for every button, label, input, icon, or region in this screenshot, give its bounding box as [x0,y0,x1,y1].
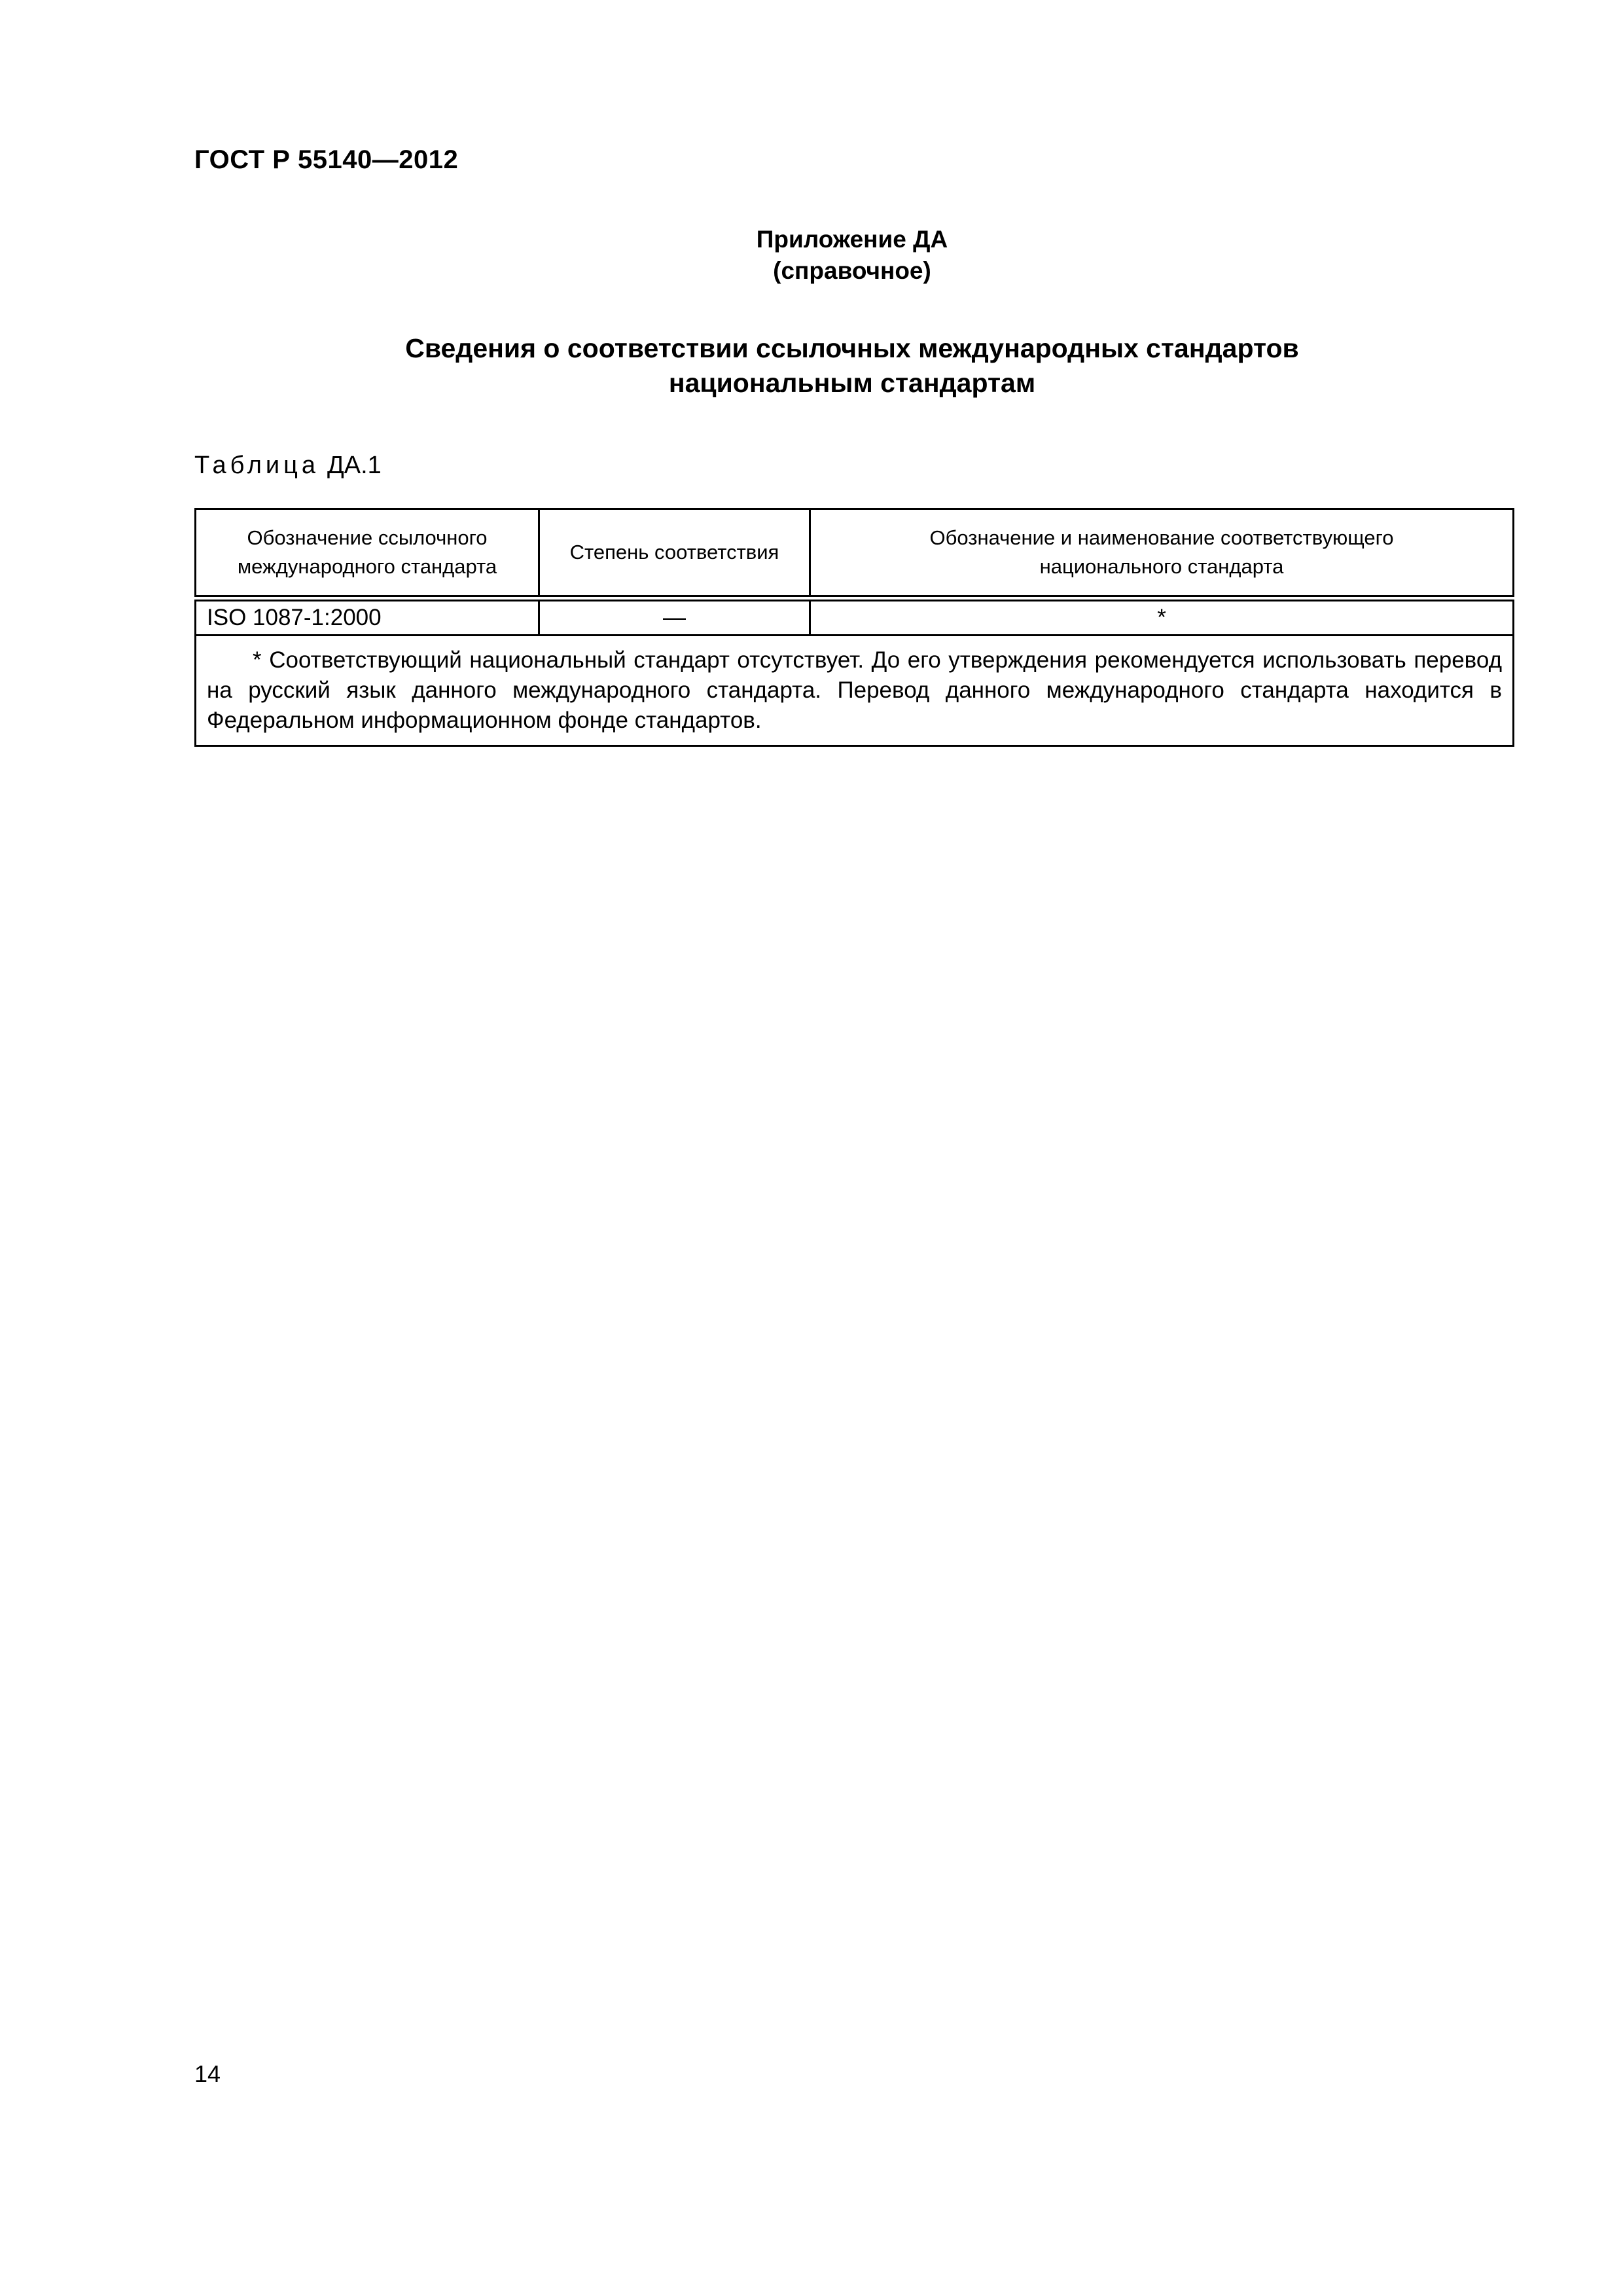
page-number: 14 [194,2060,221,2087]
column-header-line: Степень соответствия [569,541,779,564]
section-title [194,331,1510,401]
table-caption-word: Таблица [194,452,319,479]
table-cell-national-standard: * [810,598,1514,636]
column-header-line: международного стандарта [237,555,497,578]
table-footnote-row [196,636,1514,746]
table-header-row [196,509,1514,599]
table-footnote: * Соответствующий национальный стандарт отсутствует. До его утверждения рекомендуется использовать перевод на русский язык данного международного стандарта. Перевод данного международного стандарта находится в Федеральном информационном фонде стандартов. [207,647,1502,733]
column-header-international-standard [196,509,539,599]
table-cell-international-standard: ISO 1087-1:2000 [196,598,539,636]
section-title-line-2: национальным стандартам [668,368,1036,398]
section-title-line-1: Сведения о соответствии ссылочных международных стандартов [405,333,1299,363]
table-footnote-cell [196,636,1514,746]
table-row [196,598,1514,636]
table-cell-degree: — [539,598,810,636]
column-header-line: Обозначение и наименование соответствующего [929,526,1394,549]
column-header-degree [539,509,810,599]
appendix-title: Приложение ДА [756,226,948,253]
column-header-line: Обозначение ссылочного [247,526,488,549]
column-header-line: национального стандарта [1039,555,1284,578]
appendix-type: (справочное) [773,257,931,284]
correspondence-table [194,508,1514,747]
appendix-heading [194,224,1510,287]
table-caption-number: ДА.1 [327,452,382,479]
document-code: ГОСТ Р 55140—2012 [194,145,459,174]
column-header-national-standard [810,509,1514,599]
table-caption [194,452,382,480]
